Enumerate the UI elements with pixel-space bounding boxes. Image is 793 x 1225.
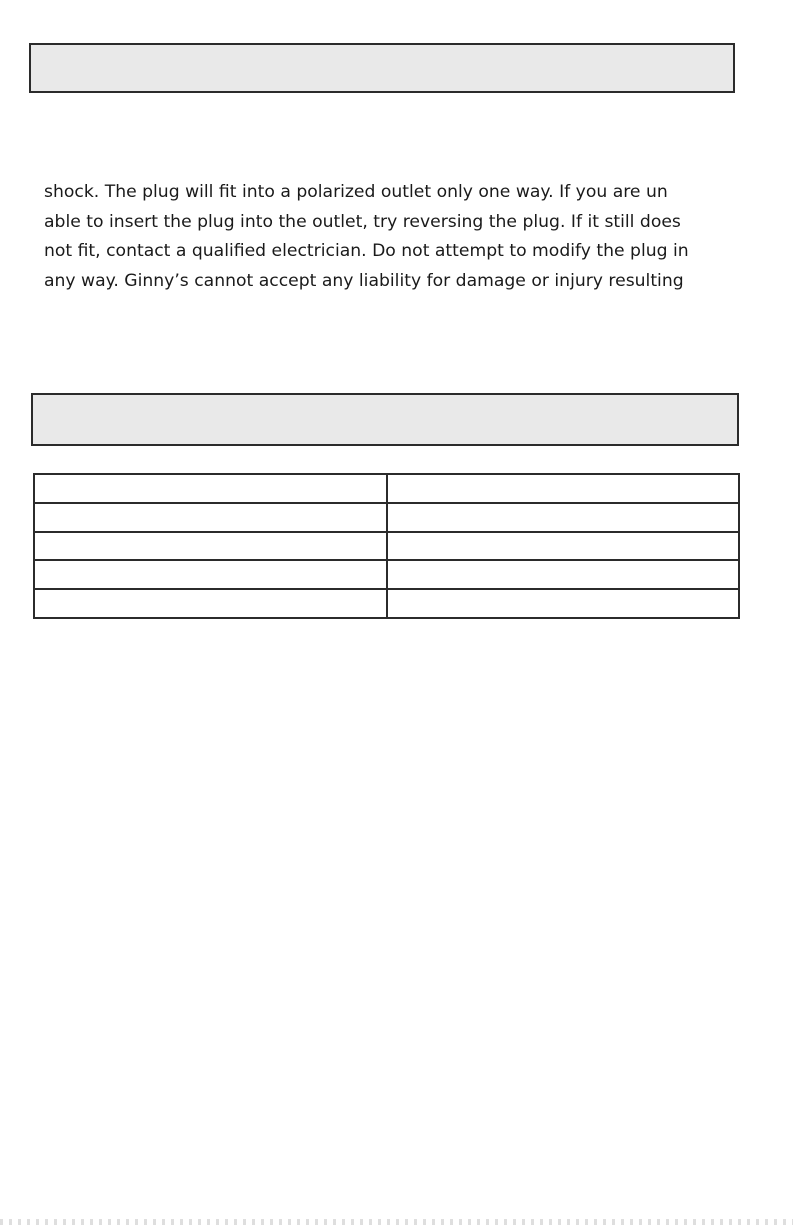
table-cell xyxy=(387,560,739,589)
table-cell xyxy=(34,474,387,503)
table-cell xyxy=(34,503,387,532)
specifications-table xyxy=(33,473,740,619)
table-row xyxy=(34,560,739,589)
table-cell xyxy=(387,532,739,561)
paragraph-line-4: any way. Ginny’s cannot accept any liability for damage or injury resulting xyxy=(44,270,684,291)
table-row xyxy=(34,474,739,503)
table-cell xyxy=(387,589,739,618)
table-cell xyxy=(34,532,387,561)
paragraph-line-1: shock. The plug will fit into a polarized outlet only one way. If you are un xyxy=(44,182,668,202)
table-row xyxy=(34,532,739,561)
table-cell xyxy=(34,560,387,589)
table-cell xyxy=(387,474,739,503)
polarized-plug-warning-paragraph xyxy=(44,178,734,296)
section-header-box-2 xyxy=(31,393,739,446)
paragraph-line-2: able to insert the plug into the outlet, try reversing the plug. If it still does xyxy=(44,211,681,232)
table-cell xyxy=(34,589,387,618)
page-footer-strip xyxy=(0,1219,793,1225)
table-row xyxy=(34,589,739,618)
table-row xyxy=(34,503,739,532)
section-header-box-1 xyxy=(29,43,735,93)
table-cell xyxy=(387,503,739,532)
paragraph-line-3: not fit, contact a qualified electrician. Do not attempt to modify the plug in xyxy=(44,241,689,261)
